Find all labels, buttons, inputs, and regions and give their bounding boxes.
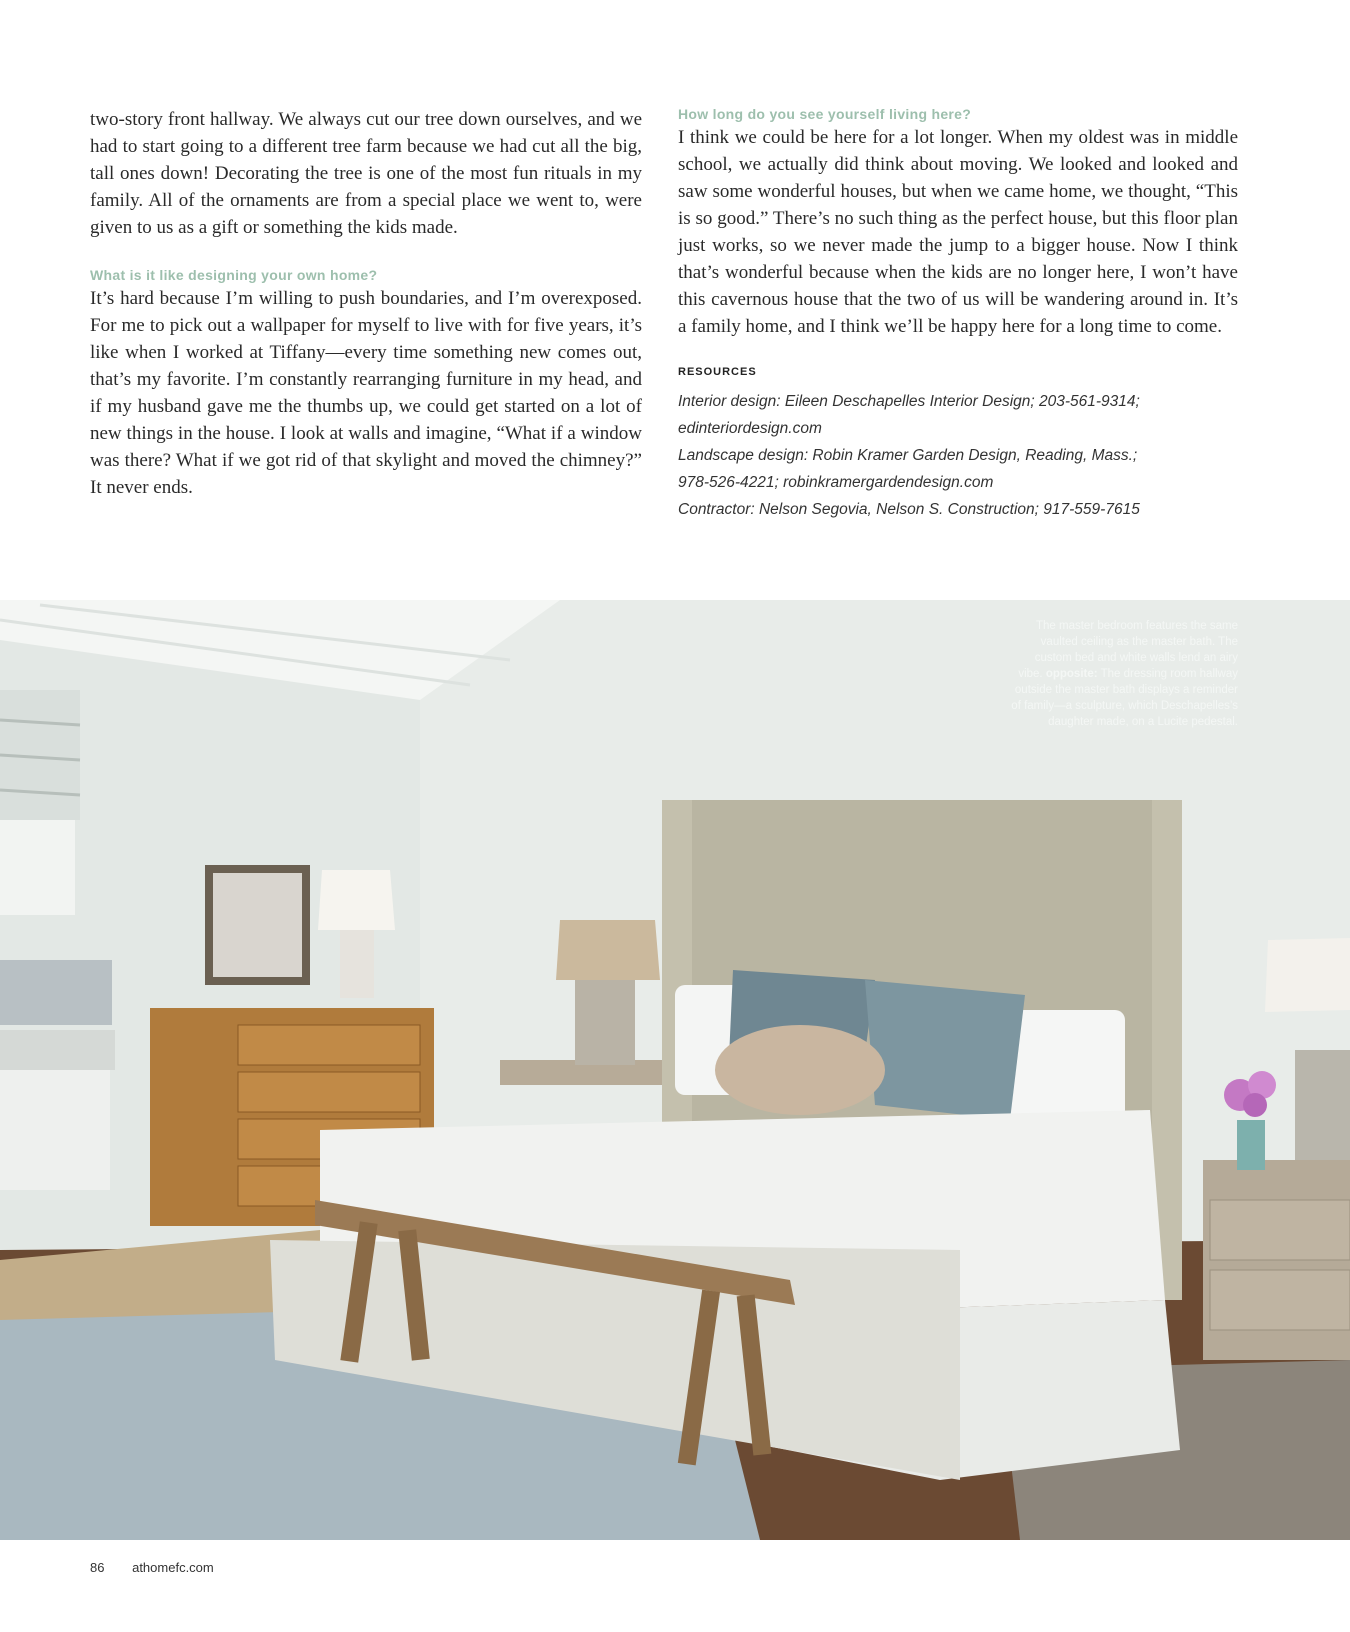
resource-line: 978-526-4221; robinkramergardendesign.com	[678, 474, 994, 491]
site-url: athomefc.com	[132, 1560, 214, 1575]
bedroom-photo	[0, 600, 1350, 1540]
bedroom-illustration	[0, 600, 1350, 1540]
caption-label: opposite:	[1045, 668, 1098, 680]
body-paragraph: It’s hard because I’m willing to push boundaries, and I’m overexposed. For me to pick out a wallpaper for myself to live with for five years, it’s like when I worked at Tiffany—every time something new comes out, that’s my favorite. I’m constantly rearranging furniture in my head, and if my husband gave me the thumbs up, we could get started on a lot of new things in the house. I look at walls and imagine, “What if a window was there? What if we got rid of that skylight and moved the chimney?” It never ends.	[90, 288, 642, 498]
left-column	[90, 106, 642, 501]
page-number: 86	[90, 1560, 105, 1575]
body-paragraph: two-story front hallway. We always cut our tree down ourselves, and we had to start going to a different tree farm because we had cut all the big, tall ones down! Decorating the tree is one of the most fun rituals in my family. All of the ornaments are from a special place we went to, were given to us as a gift or something the kids made.	[90, 109, 642, 238]
caption-text: The dressing room hallway outside the master bath displays a reminder of family—a sculpture, which Deschapelles’s daughter made, on a Lucite pedestal.	[1011, 668, 1238, 728]
caption-text: The master bedroom features the same vaulted ceiling as the master bath. The custom bed and white walls lend an airy vibe.	[1018, 620, 1238, 680]
resource-line: Contractor: Nelson Segovia, Nelson S. Construction; 917-559-7615	[678, 501, 1140, 518]
body-paragraph: I think we could be here for a lot longer. When my oldest was in middle school, we actually did think about moving. We looked and looked and saw some wonderful houses, but when we came home, we thought, “This is so good.” There’s no such thing as the perfect house, but this floor plan just works, so we never made the jump to a bigger house. Now I think that’s wonderful because when the kids are no longer here, I won’t have this cavernous house that the two of us will be wandering around in. It’s a family home, and I think we’ll be happy here for a long time to come.	[678, 127, 1238, 337]
resource-line: edinteriordesign.com	[678, 420, 822, 437]
resource-line: Interior design: Eileen Deschapelles Interior Design; 203-561-9314;	[678, 393, 1140, 410]
right-column	[678, 106, 1238, 523]
resource-line: Landscape design: Robin Kramer Garden Design, Reading, Mass.;	[678, 447, 1138, 464]
question-heading: What is it like designing your own home?	[90, 267, 378, 283]
page-footer	[90, 1560, 238, 1575]
question-heading: How long do you see yourself living here?	[678, 106, 972, 122]
resources-heading: RESOURCES	[678, 366, 757, 378]
photo-caption	[1008, 618, 1238, 730]
